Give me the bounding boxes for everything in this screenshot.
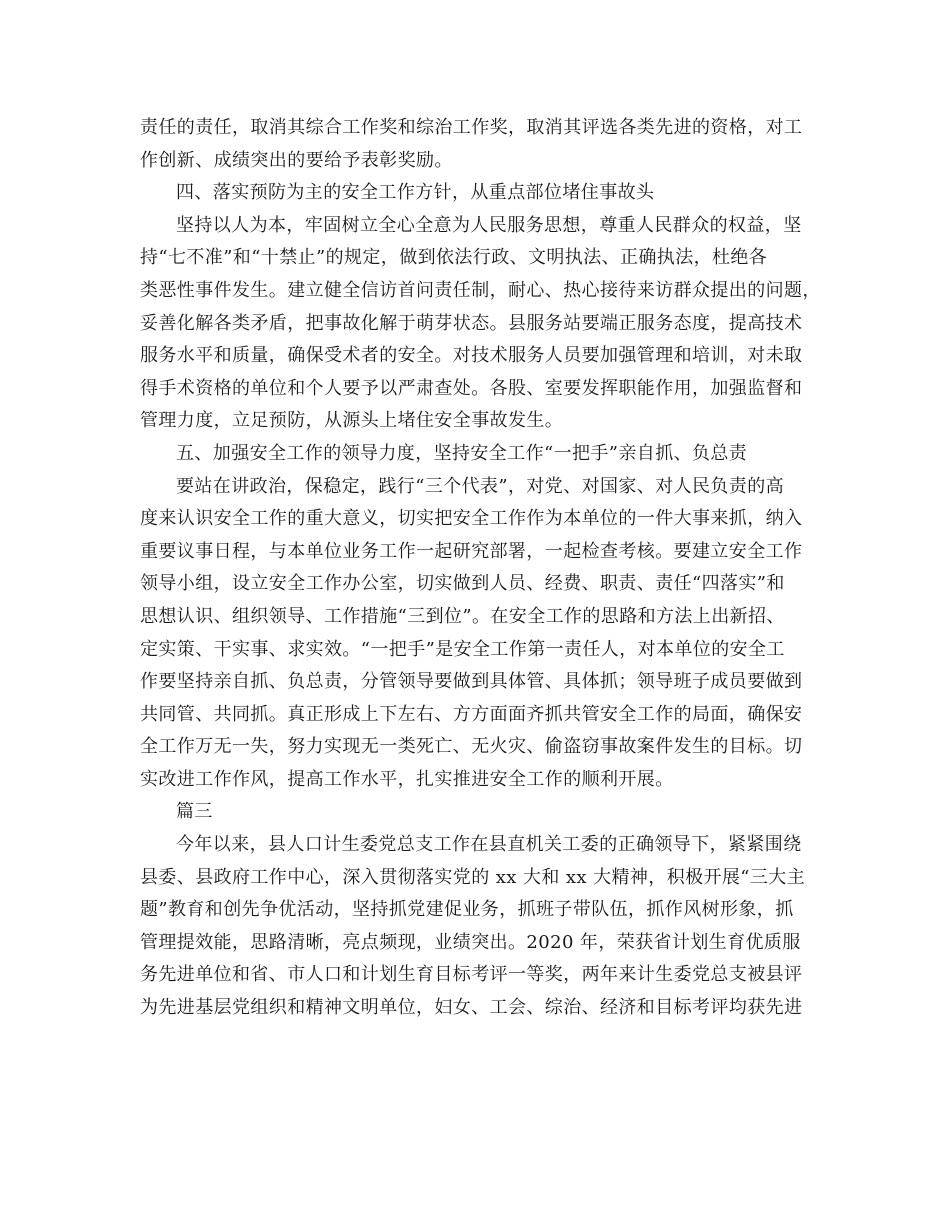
text-line: 共同管、共同抓。真正形成上下左右、方方面面齐抓共管安全工作的局面，确保安 [140,703,803,725]
text-line: 全工作万无一失，努力实现无一类死亡、无火灾、偷盗窃事故案件发生的目标。切 [140,736,803,758]
text-line: 为先进基层党组织和精神文明单位，妇女、工会、综治、经济和目标考评均获先进 [140,997,803,1019]
text-line: 管理提效能，思路清晰，亮点频现，业绩突出。2020 年，荣获省计划生育优质服 [140,931,801,953]
text-line: 作要坚持亲自抓、负总责，分管领导要做到具体管、具体抓；领导班子成员要做到 [140,671,803,693]
text-line: 领导小组，设立安全工作办公室，切实做到人员、经费、职责、责任“四落实”和 [140,573,785,595]
text-line: 定实策、干实事、求实效。“一把手”是安全工作第一责任人，对本单位的安全工 [140,638,785,660]
text-line: 持“七不准”和“十禁止”的规定，做到依法行政、文明执法、正确执法，杜绝各 [140,247,768,269]
document-body [140,112,820,1025]
text-line: 县委、县政府工作中心，深入贯彻落实党的 xx 大和 xx 大精神，积极开展“三大主 [140,866,806,888]
text-line: 管理力度，立足预防，从源头上堵住安全事故发生。 [140,410,564,432]
text-line: 度来认识安全工作的重大意义，切实把安全工作作为本单位的一件大事来抓，纳入 [140,508,803,530]
text-line: 实改进工作作风，提高工作水平，扎实推进安全工作的顺利开展。 [140,768,674,790]
text-line: 服务水平和质量，确保受术者的安全。对技术服务人员要加强管理和培训，对未取 [140,345,803,367]
text-line: 务先进单位和省、市人口和计划生育目标考评一等奖，两年来计生委党总支被县评 [140,964,803,986]
text-line: 重要议事日程，与本单位业务工作一起研究部署，一起检查考核。要建立安全工作 [140,540,803,562]
text-line: 妥善化解各类矛盾，把事故化解于萌芽状态。县服务站要端正服务态度，提高技术 [140,312,803,334]
text-line: 责任的责任，取消其综合工作奖和综治工作奖，取消其评选各类先进的资格，对工 [140,117,803,138]
text-line: 题”教育和创先争优活动，坚持抓党建促业务，抓班子带队伍，抓作风树形象，抓 [140,899,794,921]
text-line: 四、落实预防为主的安全工作方针，从重点部位堵住事故头 [176,182,655,204]
text-line: 今年以来，县人口计生委党总支工作在县直机关工委的正确领导下，紧紧围绕 [176,834,802,856]
text-line: 类恶性事件发生。建立健全信访首问责任制，耐心、热心接待来访群众提出的问题， [140,279,821,301]
text-line: 五、加强安全工作的领导力度，坚持安全工作“一把手”亲自抓、负总责 [176,442,748,464]
text-line: 坚持以人为本，牢固树立全心全意为人民服务思想，尊重人民群众的权益，坚 [176,214,802,236]
text-line: 要站在讲政治，保稳定，践行“三个代表”，对党、对国家、对人民负责的高 [176,475,785,497]
text-line: 篇三 [176,801,213,823]
text-line: 思想认识、组织领导、工作措施“三到位”。在安全工作的思路和方法上出新招、 [140,605,785,627]
text-line: 作创新、成绩突出的要给予表彰奖励。 [140,149,453,171]
text-line: 得手术资格的单位和个人要予以严肃查处。各股、室要发挥职能作用，加强监督和 [140,377,803,399]
